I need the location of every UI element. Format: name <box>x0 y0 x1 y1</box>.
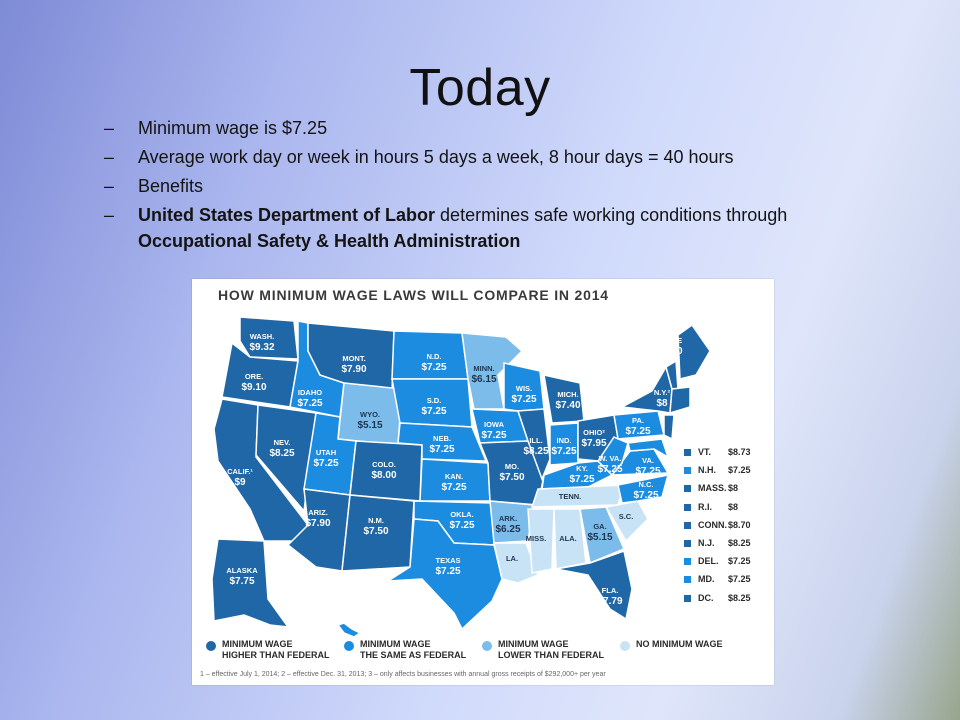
state-wage-ky: $7.25 <box>569 474 595 485</box>
ne-row: MD. $7.25 <box>684 574 768 592</box>
state-wage-az: $7.90 <box>305 518 331 529</box>
state-label-wa: WASH. <box>249 332 275 341</box>
state-label-ky: KY. <box>576 464 588 473</box>
state-label-nd: N.D. <box>426 352 442 361</box>
state-wage-va: $7.25 <box>635 466 661 477</box>
state-label-co: COLO. <box>372 460 396 469</box>
state-label-ks: KAN. <box>444 472 464 481</box>
ne-row: VT. $8.73 <box>684 447 768 465</box>
legend-dot <box>206 641 216 651</box>
state-label-al: ALA. <box>559 534 577 543</box>
state-wage-ne: $7.25 <box>429 444 455 455</box>
state-wage-tx: $7.25 <box>435 566 461 577</box>
state-wage-sd: $7.25 <box>421 406 447 417</box>
ne-row: DC. $8.25 <box>684 593 768 611</box>
state-label-me: MAINE <box>657 336 683 345</box>
state-wage-wy: $5.15 <box>357 420 383 431</box>
state-label-mi: MICH. <box>557 390 579 399</box>
bullet-item: – Minimum wage is $7.25 <box>104 118 328 138</box>
state-label-ca: CALIF.¹ <box>227 467 253 476</box>
state-label-wv: W. VA. <box>598 454 622 463</box>
ne-swatch <box>684 558 691 565</box>
state-label-il: ILL. <box>529 436 543 445</box>
state-mass-ct <box>670 387 690 413</box>
ne-swatch <box>684 485 691 492</box>
state-label-mt: MONT. <box>342 354 366 363</box>
state-wage-mn: $6.15 <box>471 374 497 385</box>
state-wage-ut: $7.25 <box>313 458 339 469</box>
state-wage-nv: $8.25 <box>269 448 295 459</box>
state-wage-pa: $7.25 <box>625 426 651 437</box>
ne-swatch <box>684 504 691 511</box>
ne-row: CONN. $8.70 <box>684 520 768 538</box>
ne-swatch <box>684 540 691 547</box>
state-label-pa: PA. <box>632 416 644 425</box>
state-label-nm: N.M. <box>368 516 384 525</box>
state-wage-id: $7.25 <box>297 398 323 409</box>
ne-row: MASS. $8 <box>684 483 768 501</box>
ne-swatch <box>684 576 691 583</box>
legend-dot <box>344 641 354 651</box>
state-label-nc: N.C. <box>638 480 654 489</box>
state-label-id: IDAHO <box>297 388 323 397</box>
state-label-tx: TEXAS <box>435 556 461 565</box>
legend-dot <box>482 641 492 651</box>
state-wage-ak: $7.75 <box>229 576 255 587</box>
state-wage-nd: $7.25 <box>421 362 447 373</box>
state-wage-mi: $7.40 <box>555 400 581 411</box>
state-label-mn: MINN. <box>473 364 495 373</box>
state-wage-wa: $9.32 <box>249 342 275 353</box>
state-me <box>678 325 710 379</box>
ne-swatch <box>684 467 691 474</box>
minimum-wage-map-figure <box>192 279 774 685</box>
slide-title: Today <box>409 59 551 117</box>
state-wage-fl: $7.79 <box>597 596 623 607</box>
state-wage-wv: $7.25 <box>597 464 623 475</box>
ne-row: R.I. $8 <box>684 502 768 520</box>
state-wage-oh: $7.95 <box>581 438 607 449</box>
state-wage-me: $7.50 <box>657 346 683 357</box>
state-wage-in: $7.25 <box>551 446 577 457</box>
ne-row: N.J. $8.25 <box>684 538 768 556</box>
legend: MINIMUM WAGE HIGHER THAN FEDERAL MINIMUM WAGE THE SAME AS FEDERAL MINIMUM WAGE LOWER THAN FEDERAL NO MINIMUM WAGE <box>206 639 766 669</box>
state-wage-ia: $7.25 <box>481 430 507 441</box>
bullet-item: – Benefits <box>104 176 204 196</box>
state-label-ia: IOWA <box>484 420 504 429</box>
state-label-va: VA. <box>642 456 654 465</box>
ne-swatch <box>684 449 691 456</box>
state-wage-mo: $7.50 <box>499 472 525 483</box>
state-wage-ar: $6.25 <box>495 524 521 535</box>
bullet-list <box>104 115 904 257</box>
ne-swatch <box>684 595 691 602</box>
bullet-item: – Average work day or week in hours 5 days a week, 8 hour days = 40 hours <box>104 147 734 167</box>
state-label-wi: WIS. <box>515 384 533 393</box>
state-wage-co: $8.00 <box>371 470 397 481</box>
state-wage-il: $8.25 <box>523 446 549 457</box>
state-label-in: IND. <box>556 436 572 445</box>
state-ne-small <box>664 415 674 439</box>
state-wage-nc: $7.25 <box>633 490 659 501</box>
state-wage-ga: $5.15 <box>587 532 613 543</box>
state-label-tn: TENN. <box>558 492 582 501</box>
state-wage-or: $9.10 <box>241 382 267 393</box>
state-label-mo: MO. <box>504 462 520 471</box>
state-label-ar: ARK. <box>498 514 518 523</box>
state-label-fl: FLA. <box>601 586 619 595</box>
state-label-ut: UTAH <box>315 448 337 457</box>
footnote: 1 – effective July 1, 2014; 2 – effective Dec. 31, 2013; 3 – only affects businesses with annual gross receipts of $292,000+ per year <box>200 671 606 678</box>
state-wage-ny: $8 <box>656 398 668 409</box>
northeast-legend <box>684 447 768 611</box>
state-label-la: LA. <box>505 554 519 563</box>
state-label-or: ORE. <box>244 372 264 381</box>
state-mi <box>544 375 584 423</box>
state-wage-ok: $7.25 <box>449 520 475 531</box>
state-label-sc: S.C. <box>618 512 634 521</box>
state-wage-nm: $7.50 <box>363 526 389 537</box>
figure-title: HOW MINIMUM WAGE LAWS WILL COMPARE IN 2014 <box>218 287 609 303</box>
state-label-ak: ALASKA <box>226 566 258 575</box>
state-wage-hi: $7.25 <box>339 614 365 625</box>
state-label-hi: HAWAII <box>338 604 366 613</box>
bullet-item: – United States Department of Labor determines safe working conditions through Occupational Safety & Health Administration <box>104 205 788 251</box>
state-wage-wi: $7.25 <box>511 394 537 405</box>
state-label-oh: OHIO² <box>583 428 605 437</box>
ne-swatch <box>684 522 691 529</box>
state-label-wy: WYO. <box>360 410 380 419</box>
state-label-ok: OKLA. <box>450 510 474 519</box>
state-wage-ca: $9 <box>234 477 246 488</box>
state-label-ms: MISS. <box>525 534 547 543</box>
state-label-ne: NEB. <box>433 434 451 443</box>
state-hi <box>338 623 360 637</box>
state-wage-mt: $7.90 <box>341 364 367 375</box>
state-label-sd: S.D. <box>426 396 442 405</box>
state-label-nv: NEV. <box>273 438 291 447</box>
state-label-az: ARIZ. <box>308 508 328 517</box>
state-wage-ks: $7.25 <box>441 482 467 493</box>
state-label-ga: GA. <box>593 522 607 531</box>
legend-dot <box>620 641 630 651</box>
ne-row: DEL. $7.25 <box>684 556 768 574</box>
ne-row: N.H. $7.25 <box>684 465 768 483</box>
state-label-ny: N.Y.² <box>653 388 671 397</box>
